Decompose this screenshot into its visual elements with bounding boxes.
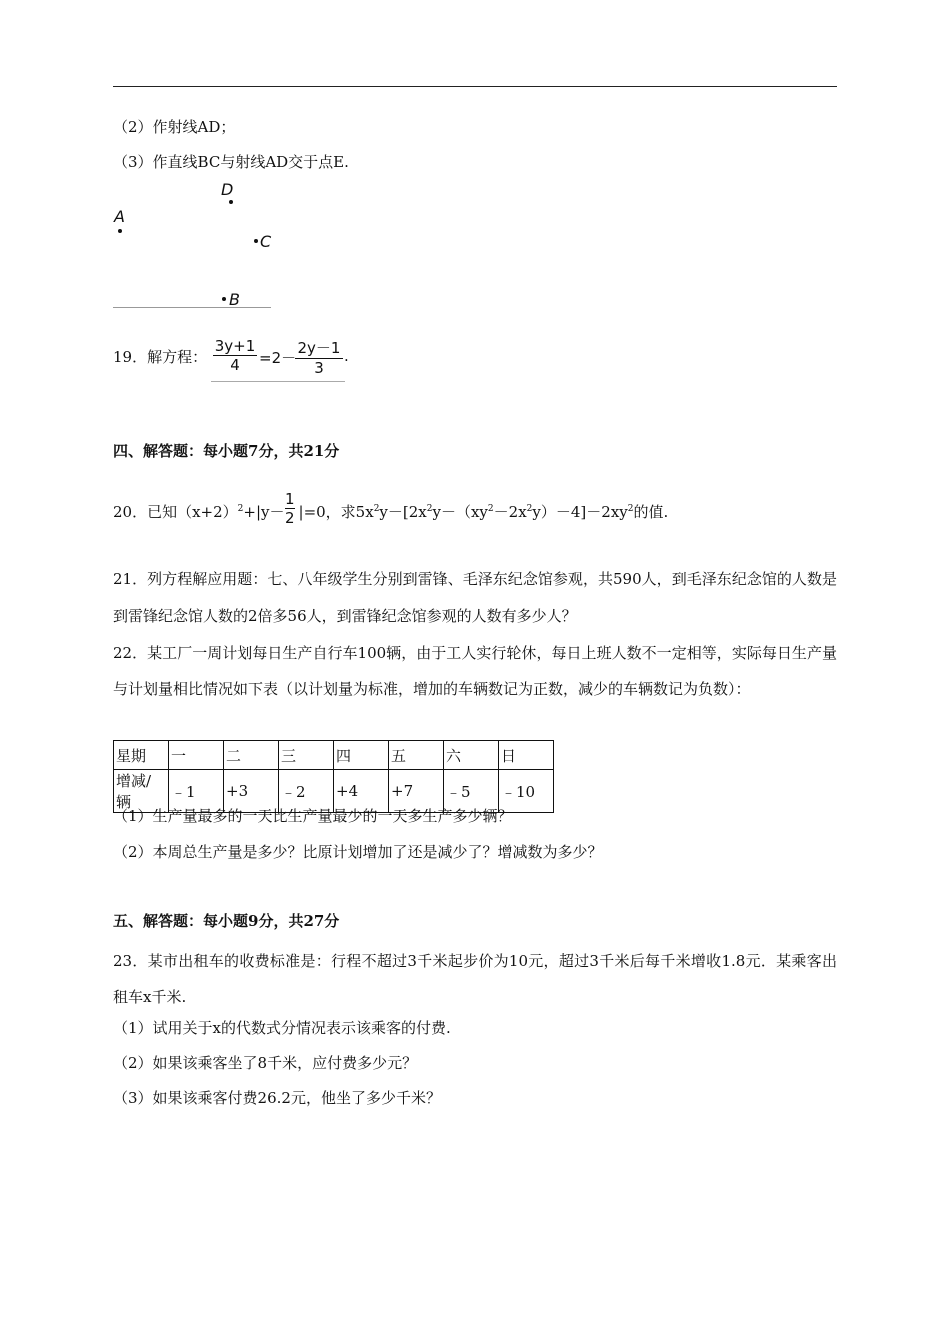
table-cell: ﹣2 [279,770,334,813]
q20-exp6: 2 [627,504,634,514]
q22-part2: （2）本周总生产量是多少？比原计划增加了还是减少了？增减数为多少？ [113,843,603,861]
q20-abs-close: |=0，求5x [298,503,374,521]
point-b [222,297,226,301]
table-cell: ﹣1 [169,770,224,813]
q20-frac-num: 1 [285,490,295,508]
q20-exp1: 2 [237,504,244,514]
q20-exp3: 2 [426,504,433,514]
q19-fraction-right [295,337,343,377]
q20-prefix: 20．已知（x+2） [113,503,238,521]
point-label-c: C [260,232,272,251]
q20-fraction [285,490,295,527]
q20 [113,502,668,522]
q20-exp4: 2 [487,504,494,514]
table-cell: ﹣10 [499,770,554,813]
q22: 22．某工厂一周计划每日生产自行车100辆，由于工人实行轮休，每日上班人数不一定相等，实际每日生产量与计划量相比情况如下表（以计划量为标准，增加的车辆数记为正数，减少的车辆数记为负数）： [113,644,837,698]
header-rule [113,86,837,87]
point-label-b: B [229,290,240,309]
point-label-d: D [221,180,234,199]
q19-den1: 4 [230,356,240,374]
q20-part3: y－[2x [379,503,427,521]
point-d [229,200,233,204]
table-cell: +7 [389,770,444,813]
table-header-row [114,741,554,770]
q22-part1: （1）生产量最多的一天比生产量最少的一天多生产多少辆？ [113,807,513,825]
q20-suffix: 的值. [633,503,669,521]
point-a [118,229,122,233]
production-table [113,740,554,813]
q19-fraction-left [213,337,257,374]
q23-part2: （2）如果该乘客坐了8千米，应付费多少元？ [113,1054,418,1072]
q23-part1: （1）试用关于x的代数式分情况表示该乘客的付费. [113,1019,451,1037]
table-cell: 一 [169,741,224,770]
figure-baseline [113,307,271,308]
q18-part2: （2）作射线AD； [113,118,236,136]
q19-equation [211,335,349,382]
table-cell: 三 [279,741,334,770]
table-cell: 六 [444,741,499,770]
q18-part3: （3）作直线BC与射线AD交于点E. [113,153,349,171]
q19-middle: =2－ [259,349,297,367]
section-4-heading: 四、解答题：每小题7分，共21分 [113,442,340,460]
table-cell: +4 [334,770,389,813]
point-c [254,239,258,243]
table-cell: 五 [389,741,444,770]
q19-num1: 3y+1 [214,337,256,355]
points-figure [113,178,273,310]
table-cell: 星期 [114,741,169,770]
section-5-heading: 五、解答题：每小题9分，共27分 [113,912,340,930]
table-cell: 增减/辆 [114,770,169,813]
table-cell: 日 [499,741,554,770]
q19-label: 19．解方程： [113,348,208,366]
q21: 21．列方程解应用题：七、八年级学生分别到雷锋、毛泽东纪念馆参观，共590人，到毛泽东纪念馆的人数是到雷锋纪念馆人数的2倍多56人，到雷锋纪念馆参观的人数有多少人？ [113,570,837,625]
q20-exp5: 2 [526,504,533,514]
q20-part6: y）－4]－2xy [532,503,628,521]
table-cell: 二 [224,741,279,770]
q20-abs-open: +|y－ [243,503,285,521]
q23-part3: （3）如果该乘客付费26.2元，他坐了多少千米？ [113,1089,441,1107]
q20-part4: y－（xy [432,503,488,521]
table-cell: +3 [224,770,279,813]
q20-part5: －2x [493,503,527,521]
table-cell: 四 [334,741,389,770]
point-label-a: A [114,207,125,226]
q19-period: . [344,347,349,365]
q20-frac-den: 2 [285,509,295,527]
q20-exp2: 2 [373,504,380,514]
table-cell: ﹣5 [444,770,499,813]
q23: 23．某市出租车的收费标准是：行程不超过3千米起步价为10元，超过3千米后每千米增收1.8元．某乘客出租车x千米. [113,952,837,1006]
q19-den2: 3 [314,359,324,377]
q19-num2: 2y－1 [295,337,343,359]
